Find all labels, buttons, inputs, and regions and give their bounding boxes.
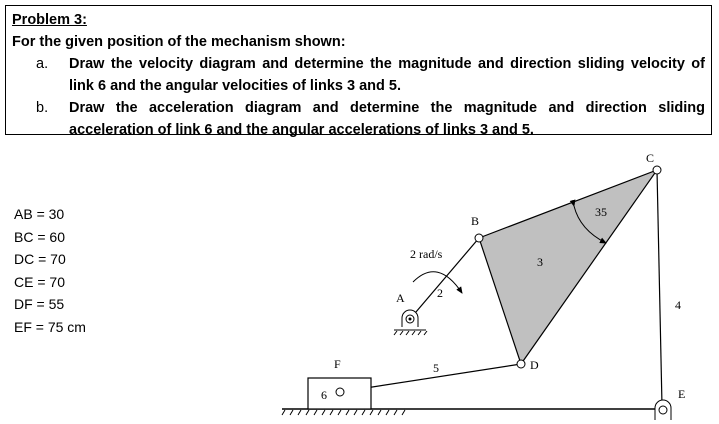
joint-b bbox=[475, 234, 483, 242]
item-label: b. bbox=[36, 100, 49, 116]
angle-label: 35 bbox=[595, 205, 607, 219]
dimension-dc: DC = 70 bbox=[14, 251, 66, 267]
problem-intro: For the given position of the mechanism shown: bbox=[12, 34, 346, 50]
pivot-support-e bbox=[655, 400, 671, 420]
item-text: Draw the velocity diagram and determine the magnitude and direction sliding velocity of link 6 and the angular velocities of links 3 and 5. bbox=[69, 56, 705, 94]
dimension-ab: AB = 30 bbox=[14, 206, 65, 222]
link-4 bbox=[657, 170, 662, 406]
label-a: A bbox=[396, 291, 405, 305]
label-b: B bbox=[471, 214, 480, 228]
joint-f bbox=[336, 388, 344, 396]
joint-d bbox=[517, 360, 525, 368]
label-d: D bbox=[530, 358, 539, 372]
dimension-df: DF = 55 bbox=[14, 296, 65, 312]
label-c: C bbox=[646, 151, 655, 165]
problem-title: Problem 3: bbox=[12, 12, 87, 28]
angular-velocity-label: 2 rad/s bbox=[410, 247, 443, 261]
ground bbox=[282, 409, 665, 415]
label-link-4: 4 bbox=[675, 298, 681, 312]
dimension-bc: BC = 60 bbox=[14, 228, 65, 245]
label-e: E bbox=[678, 387, 686, 401]
dimension-ce: CE = 70 bbox=[14, 273, 65, 290]
item-label: a. bbox=[36, 56, 49, 72]
item-text: Draw the acceleration diagram and determine the magnitude and direction sliding acceleration of link 6 and the angular accelerations of links 3 and 5. bbox=[69, 100, 705, 138]
joint-c bbox=[653, 166, 661, 174]
label-link-3: 3 bbox=[537, 255, 543, 269]
pivot-support-a bbox=[394, 310, 427, 335]
label-link-6: 6 bbox=[321, 388, 327, 402]
label-link-5: 5 bbox=[433, 361, 439, 375]
link-3-plate bbox=[479, 170, 657, 364]
dimension-ef: EF = 75 cm bbox=[14, 318, 86, 335]
label-link-2: 2 bbox=[437, 286, 443, 300]
label-f: F bbox=[334, 357, 341, 371]
